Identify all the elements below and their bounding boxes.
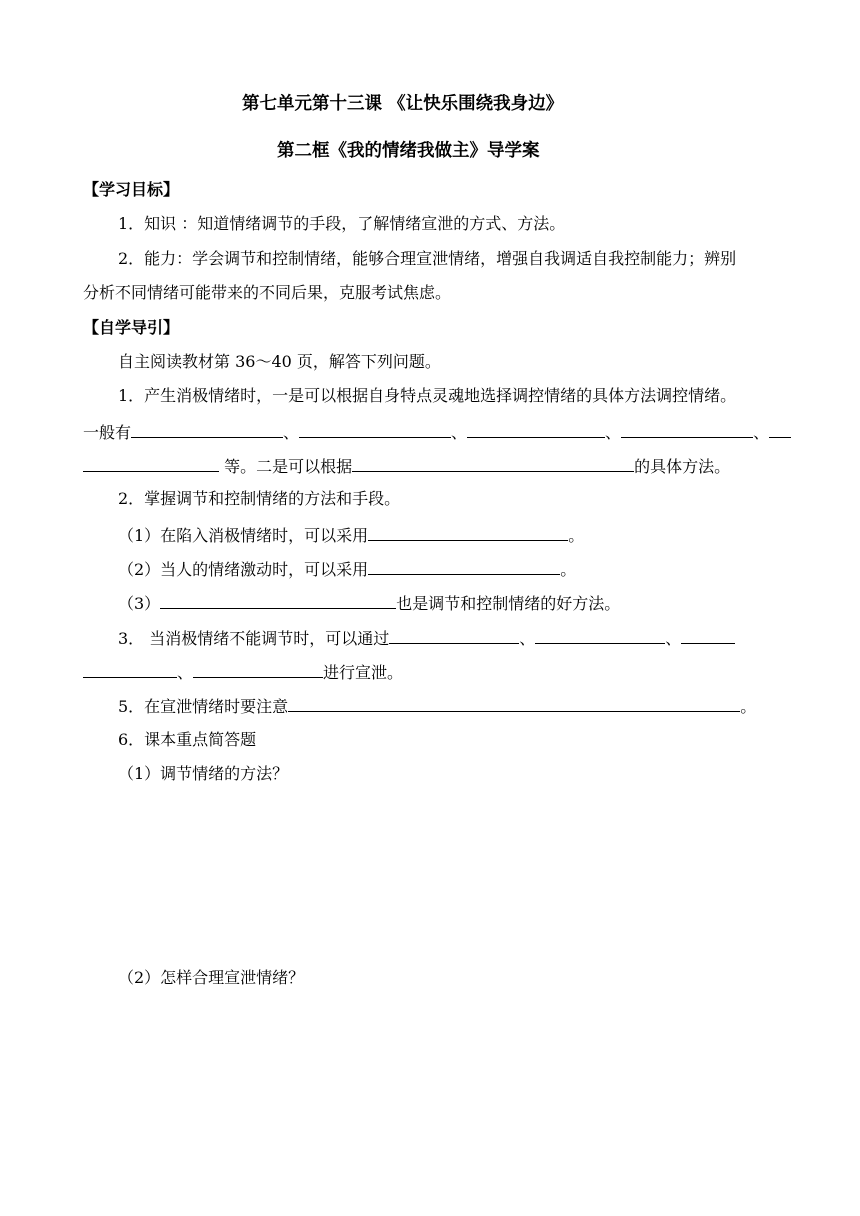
answer-blank[interactable]	[769, 421, 791, 438]
separator: 、	[451, 423, 468, 442]
question-2-2-prefix: （2）当人的情绪激动时，可以采用	[118, 560, 369, 579]
period: 。	[740, 697, 757, 716]
question-6-2: （2）怎样合理宣泄情绪？	[118, 968, 305, 987]
goals-heading: 【学习目标】	[83, 180, 180, 199]
question-5	[118, 695, 756, 717]
question-3-line-1	[118, 627, 735, 649]
answer-blank[interactable]	[83, 455, 219, 472]
question-2-3	[118, 592, 620, 614]
question-6: 6．课本重点简答题	[118, 730, 257, 749]
question-1-prefix: 一般有	[83, 423, 132, 442]
question-2-1	[118, 524, 584, 546]
separator: 、	[665, 629, 682, 648]
question-2-3-suffix: 也是调节和控制情绪的好方法。	[396, 594, 621, 613]
period: 。	[568, 526, 585, 545]
answer-blank[interactable]	[83, 661, 177, 678]
answer-blank[interactable]	[368, 558, 560, 575]
question-3-prefix: 3． 当消极情绪不能调节时，可以通过	[118, 629, 390, 648]
guide-heading: 【自学导引】	[83, 318, 180, 337]
question-1-line-3	[83, 455, 730, 477]
answer-blank[interactable]	[621, 421, 753, 438]
question-1-line-2	[83, 421, 791, 443]
answer-blank[interactable]	[288, 695, 740, 712]
goal-ability-line-1: 2．能力：学会调节和控制情绪，能够合理宣泄情绪，增强自我调适自我控制能力；辨别	[118, 249, 737, 268]
goal-ability-line-2: 分析不同情绪可能带来的不同后果，克服考试焦虑。	[83, 283, 452, 302]
question-2-3-prefix: （3）	[118, 594, 161, 613]
question-1-suffix: 的具体方法。	[634, 457, 731, 476]
answer-blank[interactable]	[467, 421, 605, 438]
answer-blank[interactable]	[131, 421, 283, 438]
question-2-1-prefix: （1）在陷入消极情绪时，可以采用	[118, 526, 369, 545]
guide-intro: 自主阅读教材第 36～40 页，解答下列问题。	[118, 352, 441, 371]
answer-blank[interactable]	[299, 421, 451, 438]
separator: 、	[177, 663, 194, 682]
question-3-line-2	[83, 661, 403, 683]
question-2: 2．掌握调节和控制情绪的方法和手段。	[118, 489, 401, 508]
question-6-1: （1）调节情绪的方法？	[118, 764, 289, 783]
question-5-prefix: 5．在宣泄情绪时要注意	[118, 697, 289, 716]
answer-blank[interactable]	[535, 627, 665, 644]
separator: 、	[283, 423, 300, 442]
separator: 、	[519, 629, 536, 648]
answer-blank[interactable]	[389, 627, 519, 644]
goal-knowledge: 1．知识 ：知道情绪调节的手段，了解情绪宣泄的方式、方法。	[118, 214, 566, 233]
question-1-mid: 等。二是可以根据	[219, 457, 353, 476]
answer-blank[interactable]	[193, 661, 323, 678]
answer-blank[interactable]	[681, 627, 735, 644]
separator: 、	[605, 423, 622, 442]
period: 。	[560, 560, 577, 579]
answer-blank[interactable]	[352, 455, 634, 472]
answer-blank[interactable]	[160, 592, 396, 609]
question-1-line-1: 1．产生消极情绪时，一是可以根据自身特点灵魂地选择调控情绪的具体方法调控情绪。	[118, 386, 737, 405]
question-2-2	[118, 558, 576, 580]
separator: 、	[753, 423, 770, 442]
answer-blank[interactable]	[368, 524, 568, 541]
document-subtitle: 第二框《我的情绪我做主》导学案	[277, 141, 540, 161]
question-3-suffix: 进行宣泄。	[323, 663, 404, 682]
document-title: 第七单元第十三课 《让快乐围绕我身边》	[242, 94, 564, 114]
